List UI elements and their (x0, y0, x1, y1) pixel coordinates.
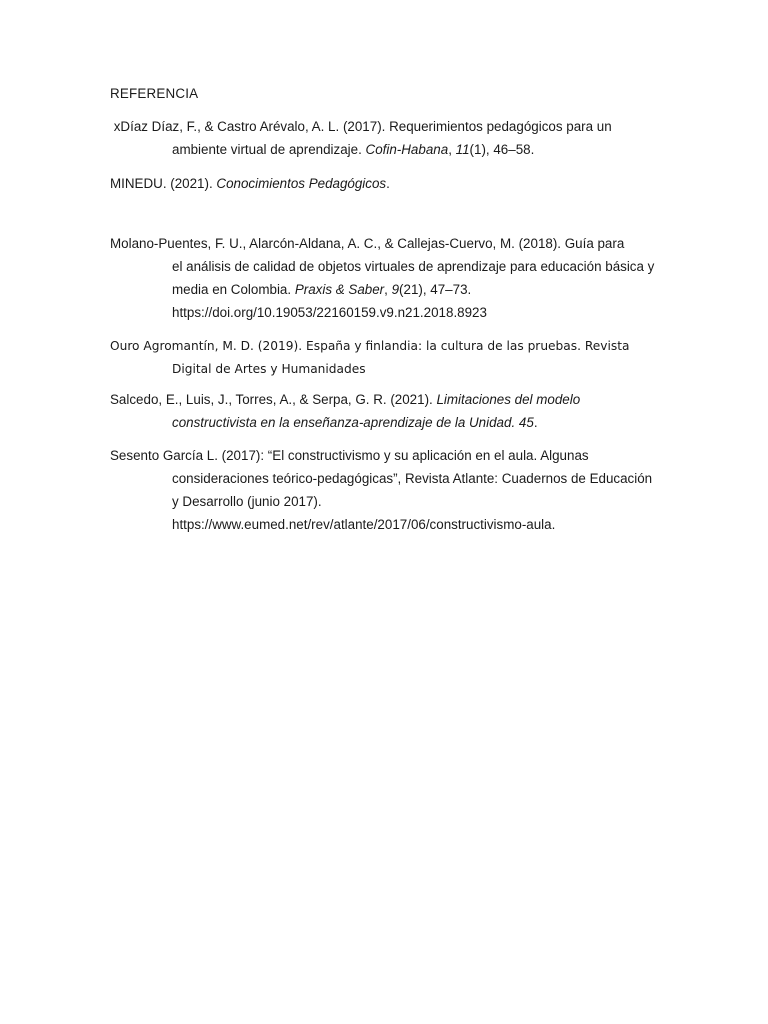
reference-ouro (110, 335, 670, 381)
reference-molano-pages: (21), 47–73. (399, 282, 472, 297)
reference-sesento-line-2: consideraciones teórico-pedagógicas”, Revista Atlante: Cuadernos de Educación (172, 471, 653, 486)
reference-molano-text: media en Colombia. (172, 282, 295, 297)
reference-diaz-journal: Cofin-Habana (365, 142, 449, 157)
reference-molano-journal: Praxis & Saber (294, 282, 385, 297)
reference-diaz-line-1 (110, 115, 670, 138)
reference-molano-line-1: Molano-Puentes, F. U., Alarcón-Aldana, A. C., & Callejas-Cuervo, M. (2018). Guía para (110, 236, 625, 251)
reference-diaz-line-2 (141, 138, 670, 161)
reference-molano-doi-link[interactable]: https://doi.org/10.19053/22160159.v9.n21.2018.8923 (172, 305, 487, 320)
reference-sesento-url-link[interactable]: https://www.eumed.net/rev/atlante/2017/06/constructivismo-aula. (172, 517, 556, 532)
reference-molano-line-3 (141, 278, 670, 301)
reference-diaz-volume: 11 (455, 142, 470, 157)
reference-sesento-line-1: Sesento García L. (2017): “El constructivismo y su aplicación en el aula. Algunas (110, 448, 589, 463)
reference-minedu-author: MINEDU. (2021). (110, 176, 217, 191)
reference-salcedo-line-1 (110, 388, 670, 411)
reference-salcedo-authors: Salcedo, E., Luis, J., Torres, A., & Serpa, G. R. (2021). (110, 392, 437, 407)
reference-diaz (110, 115, 670, 161)
references-heading: REFERENCIA (110, 86, 199, 101)
reference-diaz-prefix: x (110, 119, 121, 134)
reference-minedu-title: Conocimientos Pedagógicos (216, 176, 387, 191)
reference-minedu (110, 172, 670, 195)
reference-molano (110, 232, 670, 324)
reference-diaz-authors: Díaz Díaz, F., & Castro Arévalo, A. L. (2017). Requerimientos pedagógicos para un (120, 119, 612, 134)
reference-diaz-pages: (1), 46–58. (469, 142, 535, 157)
reference-molano-volume: 9 (391, 282, 400, 297)
reference-diaz-sep: , (448, 142, 456, 157)
reference-diaz-text: ambiente virtual de aprendizaje. (172, 142, 366, 157)
reference-salcedo-number: 45 (518, 415, 534, 430)
reference-minedu-end: . (386, 176, 390, 191)
reference-ouro-line-1: Ouro Agromantín, M. D. (2019). España y finlandia: la cultura de las pruebas. Revista (110, 339, 630, 353)
reference-molano-line-2: el análisis de calidad de objetos virtuales de aprendizaje para educación básica y (172, 259, 655, 274)
reference-ouro-line-2: Digital de Artes y Humanidades (172, 362, 366, 376)
reference-salcedo (110, 388, 670, 434)
reference-salcedo-sep: . (511, 415, 519, 430)
reference-sesento (110, 444, 670, 536)
reference-salcedo-line-2 (141, 411, 670, 434)
reference-salcedo-title-1: Limitaciones del modelo (436, 392, 581, 407)
reference-salcedo-end: . (533, 415, 538, 430)
reference-salcedo-title-2: constructivista en la enseñanza-aprendizaje de la Unidad (172, 415, 512, 430)
reference-molano-sep: , (384, 282, 392, 297)
reference-sesento-line-3: y Desarrollo (junio 2017). (172, 494, 322, 509)
